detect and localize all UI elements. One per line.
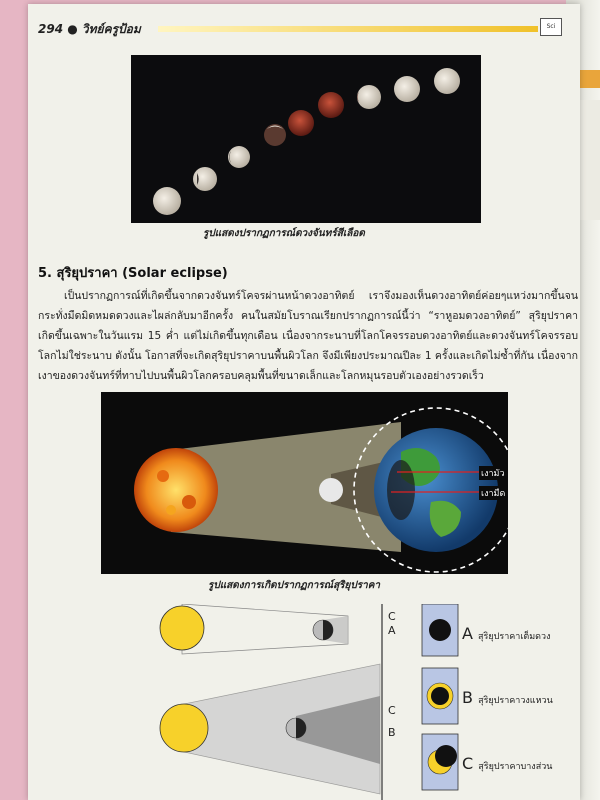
moon-phase-2 [193, 167, 217, 191]
type-c-letter: C [462, 754, 474, 773]
eclipse-diagram [101, 392, 508, 574]
type-b-text: สุริยุปราคาวงแหวน [478, 696, 553, 706]
moon-phase-9 [434, 68, 460, 94]
sun-spot-2 [182, 495, 196, 509]
type-b-row [462, 688, 553, 707]
moon-phase-8 [394, 76, 420, 102]
annular-disc [431, 687, 449, 705]
publisher-logo: Sci [540, 18, 562, 36]
label-c-top: C [388, 610, 396, 623]
moon [319, 478, 343, 502]
moon-phase-3 [228, 146, 250, 168]
type-c-row [462, 754, 552, 773]
moon-phase-1 [153, 187, 181, 215]
page-header [28, 16, 580, 42]
page-number: 294 [38, 22, 64, 36]
type-a-row [462, 624, 550, 643]
eclipse-diagram-graphic [101, 392, 508, 574]
blood-moon-photo [131, 55, 481, 223]
penumbra-label: เงามัว [479, 466, 507, 480]
page-number-title [38, 20, 141, 39]
book-title: วิทย์ครูป้อม [81, 22, 141, 36]
moon-phase-7 [357, 85, 381, 109]
bullet: ● [67, 22, 82, 36]
moon-phase-6 [318, 92, 344, 118]
diagram-caption: รูปแสดงการเกิดปรากฏการณ์สุริยุปราคา [208, 580, 381, 591]
total-eclipse-icon [429, 619, 451, 641]
sun-spot-3 [166, 505, 176, 515]
type-a-letter: A [462, 624, 473, 643]
eclipse-types-diagram [138, 604, 553, 800]
blood-moon-sequence [131, 55, 481, 223]
type-c-text: สุริยุปราคาบางส่วน [478, 762, 553, 772]
umbra-label: เงามืด [479, 486, 507, 500]
photo-caption: รูปแสดงปรากฏการณ์ดวงจันทร์สีเลือด [203, 228, 365, 239]
type-b-letter: B [462, 688, 473, 707]
section-title: 5. สุริยุปราคา (Solar eclipse) [38, 266, 228, 281]
partial-moon [435, 745, 457, 767]
label-b: B [388, 726, 396, 739]
book-page [28, 4, 580, 800]
sun [134, 448, 218, 532]
umbra-spot [387, 460, 415, 520]
moon-phase-4 [264, 124, 286, 146]
sun-bottom [160, 704, 208, 752]
label-a: A [388, 624, 396, 637]
header-bar [158, 26, 538, 32]
sun-top [160, 606, 204, 650]
label-c-mid: C [388, 704, 396, 717]
section-paragraph: เป็นปรากฏการณ์ที่เกิดขึ้นจากดวงจันทร์โคจรผ่านหน้าดวงอาทิตย์ เราจึงมองเห็นดวงอาทิตย์ค่อยๆแหว่งมากขึ้นจนกระทั่งมืดมิดหมดดวงและไผล่กลับมาอีกครั้ง คนในสมัยโบราณเรียกปรากฏการณ์นี้ว่า “ราหูอมดวงอาทิตย์” สุริยุปราคาเกิดขึ้นเฉพาะในวันแรม 15 ค่ำ แต่ไม่เกิดขึ้นทุกเดือน เนื่องจากระนาบที่โลกโคจรรอบดวงอาทิตย์และดวงจันทร์โคจรรอบโลกไม่ใช่ระนาบ ดังนั้น โอกาสที่จะเกิดสุริยุปราคาบนพื้นผิวโลก จึงมีเพียงประมาณปีละ 1 ครั้งและเกิดไม่ซ้ำที่กัน เนื่องจากเงาของดวงจันทร์ที่ทาบไปบนพื้นผิวโลกครอบคลุมพื้นที่ขนาดเล็กและโลกหมุนรอบตัวเองอย่างรวดเร็ว [38, 290, 578, 382]
type-a-text: สุริยุปราคาเต็มดวง [478, 632, 551, 642]
moon-phase-5 [288, 110, 314, 136]
sun-spot-1 [157, 470, 169, 482]
